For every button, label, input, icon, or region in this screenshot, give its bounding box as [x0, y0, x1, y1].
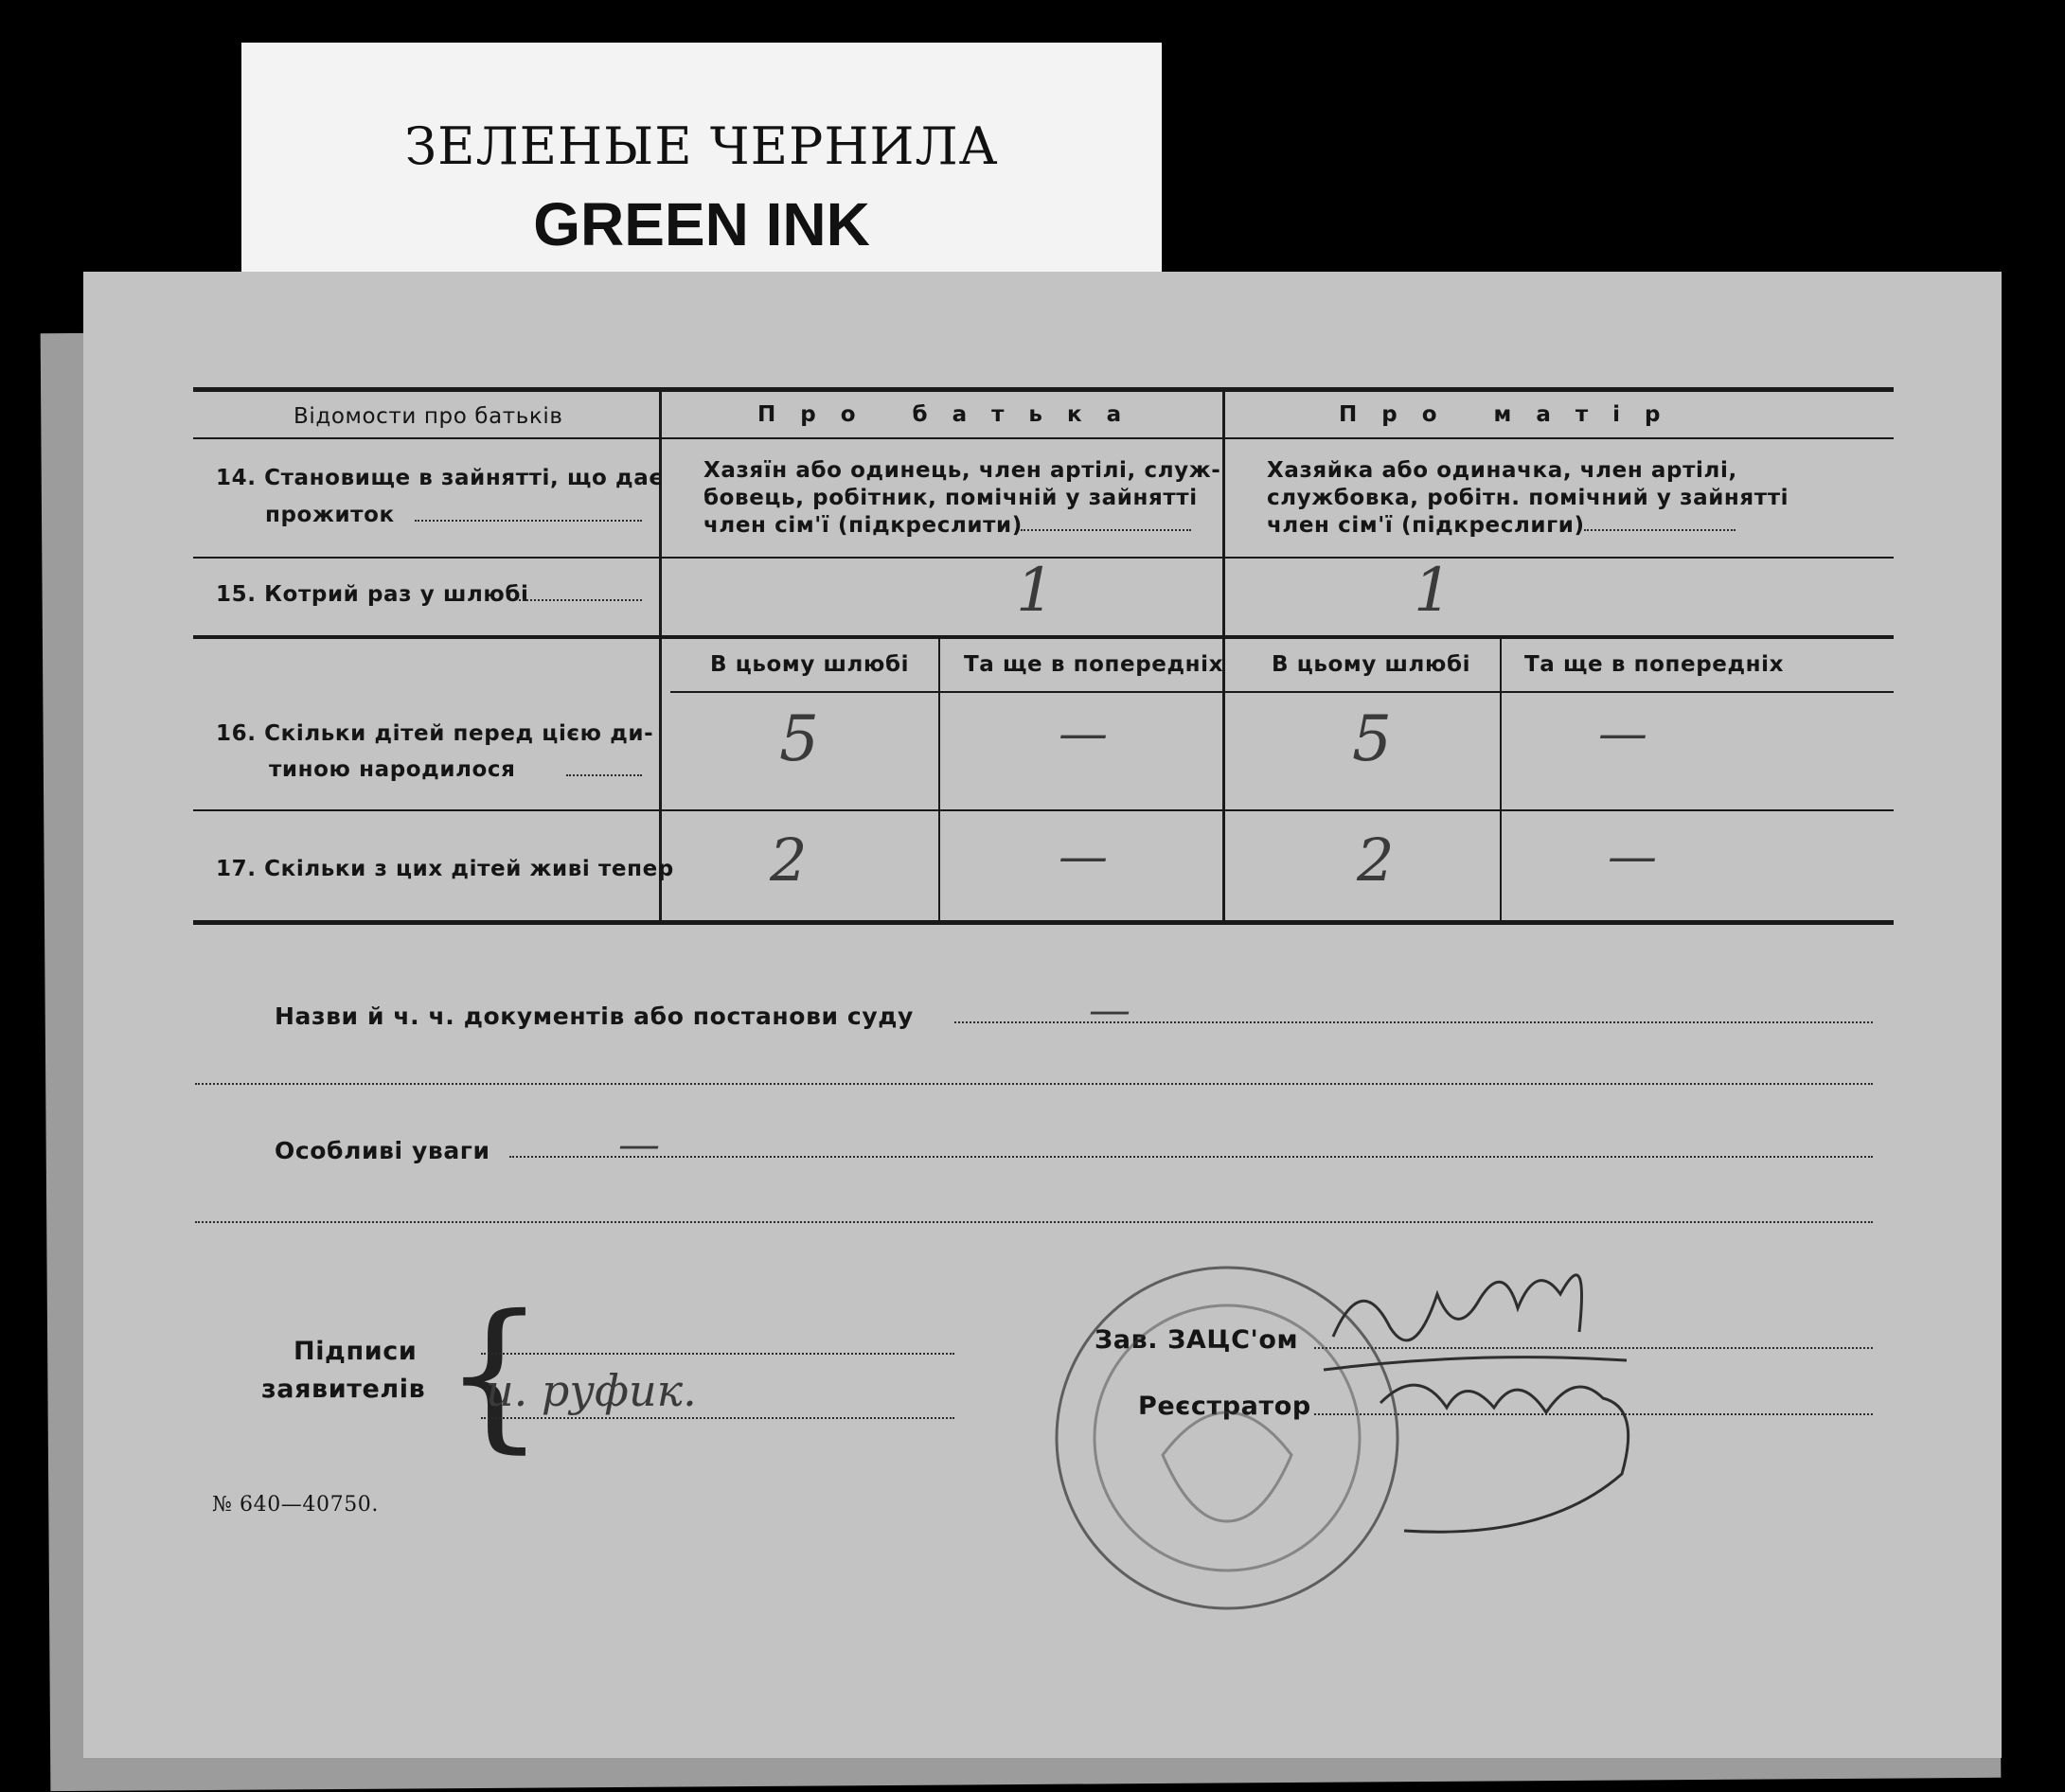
documents-value: —: [1089, 986, 1130, 1035]
row16-label-line2: тиною народилося: [269, 757, 516, 782]
row15-label: 15. Котрий раз у шлюбі: [216, 582, 529, 607]
row16-mother-this: 5: [1352, 702, 1392, 775]
head-signature-scribble: [1324, 1275, 1627, 1370]
row17-father-prev: —: [1059, 828, 1108, 885]
label-english: GREEN INK: [533, 190, 870, 258]
row16-father-prev: —: [1059, 705, 1108, 762]
register-page: [83, 272, 2002, 1758]
subheader-father-this: В цьому шлюбі: [710, 652, 910, 677]
row14-label-line1: 14. Становище в зайнятті, що дає: [216, 466, 663, 490]
applicants-label-line1: Підписи: [294, 1337, 418, 1366]
notes-label: Особливі уваги: [275, 1137, 490, 1164]
row15-mother-value: 1: [1414, 556, 1452, 626]
row17-father-this: 2: [770, 825, 808, 895]
header-parents-info: Відомости про батьків: [294, 404, 563, 429]
row14-father-line1: Хазяїн або одинець, член артілі, служ-: [703, 458, 1221, 483]
row14-mother-line1: Хазяйка або одиначка, член артілі,: [1267, 458, 1737, 483]
row16-mother-prev: —: [1598, 705, 1647, 762]
row14-father-line2: бовець, робітник, помічній у зайнятті: [703, 486, 1198, 510]
row17-label: 17. Скільки з цих дітей живі тепер: [216, 857, 674, 881]
applicant-signature: и. руфик.: [486, 1365, 697, 1416]
subheader-mother-this: В цьому шлюбі: [1272, 652, 1471, 677]
header-father: Про батька: [757, 402, 1147, 427]
row16-father-this: 5: [779, 702, 819, 775]
official-stamp: [1057, 1268, 1397, 1608]
notes-value: —: [618, 1121, 660, 1169]
row14-father-line3: член сім'ї (підкреслити): [703, 513, 1023, 538]
row17-mother-this: 2: [1357, 825, 1395, 895]
head-label: Зав. ЗАЦС'ом: [1095, 1325, 1299, 1355]
row17-mother-prev: —: [1608, 828, 1657, 885]
row15-father-value: 1: [1016, 556, 1055, 626]
registrar-signature-scribble: [1380, 1385, 1629, 1532]
handwriting-overlay: [83, 272, 2002, 1758]
row16-label-line1: 16. Скільки дітей перед цією ди-: [216, 721, 654, 746]
subheader-mother-prev: Та ще в попередніх: [1524, 652, 1785, 677]
row14-mother-line3: член сім'ї (підкреслиги): [1267, 513, 1585, 538]
registrar-label: Реєстратор: [1138, 1392, 1311, 1421]
documents-label: Назви й ч. ч. документів або постанови суду: [275, 1002, 914, 1030]
green-ink-label-card: [241, 43, 1162, 291]
form-number: № 640—40750.: [212, 1493, 379, 1517]
applicants-brace: {: [443, 1281, 546, 1468]
label-russian: ЗЕЛЕНЫЕ ЧЕРНИЛА: [404, 116, 999, 176]
row14-mother-line2: службовка, робітн. помічний у зайнятті: [1267, 486, 1789, 510]
header-mother: Про матір: [1339, 402, 1685, 427]
row14-label-line2: прожиток: [265, 503, 395, 527]
subheader-father-prev: Та ще в попередніх: [964, 652, 1224, 677]
applicants-label-line2: заявителів: [261, 1375, 426, 1404]
